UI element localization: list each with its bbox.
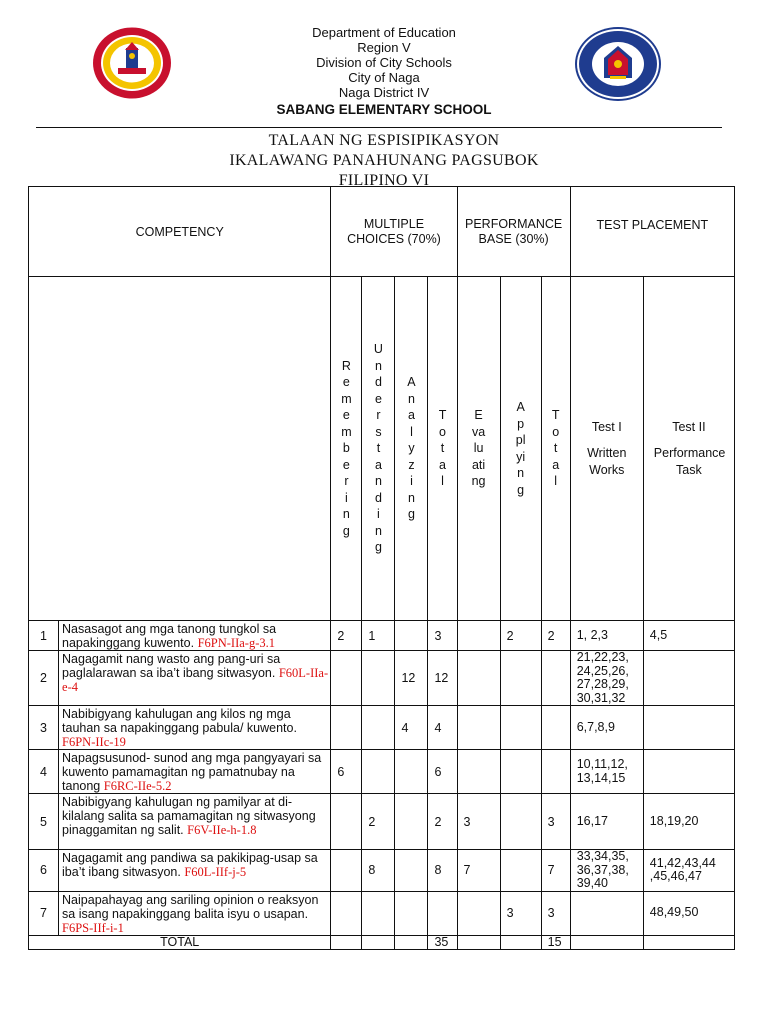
title-line-3: FILIPINO VI	[338, 172, 430, 189]
pb-header-line2: BASE (30%)	[478, 231, 549, 246]
total-pb-value: 3	[541, 891, 570, 935]
test1-items: 10,11,12, 13,14,15	[570, 750, 643, 794]
header-divider	[36, 127, 722, 128]
total-mc-value: 2	[428, 794, 457, 850]
competency-cell	[59, 706, 331, 750]
row-number: 5	[29, 794, 59, 850]
test1-items	[570, 891, 643, 935]
table-row	[29, 621, 735, 651]
total-label: TOTAL	[29, 935, 331, 949]
total-understanding	[362, 935, 395, 949]
title-line-2: IKALAWANG PANAHUNANG PAGSUBOK	[229, 152, 539, 169]
total-remembering	[331, 935, 362, 949]
pb-header-line1: PERFORMANCE	[465, 216, 563, 231]
total-mc-value: 35	[428, 935, 457, 949]
row-number: 6	[29, 850, 59, 892]
total-mc-value: 6	[428, 750, 457, 794]
competency-subheader-blank	[29, 277, 331, 621]
test2-items: 41,42,43,44 ,45,46,47	[643, 850, 734, 892]
remembering-value	[331, 891, 362, 935]
applying-value	[500, 706, 541, 750]
evaluating-value	[457, 891, 500, 935]
school-name: SABANG ELEMENTARY SCHOOL	[276, 102, 492, 117]
test1-items: 21,22,23, 24,25,26, 27,28,29, 30,31,32	[570, 651, 643, 706]
test2-items: 18,19,20	[643, 794, 734, 850]
competency-code: F6PN-IIc-19	[62, 735, 126, 749]
total-pb-value	[541, 706, 570, 750]
total-pb-header-label: T o t a l	[551, 408, 560, 489]
test2-title: Test II	[672, 419, 706, 434]
test1-title: Test I	[591, 419, 622, 434]
competency-text: Nabibigyang kahulugan ng pamilyar at di-kilalang salita sa pamamagitan ng sitwasyong pinaggamitan ng salit.	[62, 795, 316, 837]
competency-code: F6V-IIe-h-1.8	[187, 823, 257, 837]
evaluating-label: E va lu ati ng	[471, 408, 486, 489]
analyzing-value	[395, 850, 428, 892]
document-title	[0, 131, 768, 191]
header-line-city: City of Naga	[348, 70, 420, 85]
total-pb-value: 7	[541, 850, 570, 892]
competency-code: F60L-IIa-e-4	[62, 666, 329, 694]
test2-items: 4,5	[643, 621, 734, 651]
analyzing-value: 12	[395, 651, 428, 706]
row-number: 7	[29, 891, 59, 935]
test1-items: 16,17	[570, 794, 643, 850]
header-block	[0, 25, 768, 117]
remembering-header-label: R e m e m b e r i n g	[341, 358, 352, 538]
table-row	[29, 651, 735, 706]
row-number: 3	[29, 706, 59, 750]
multiple-choice-header	[331, 187, 457, 277]
total-test1	[570, 935, 643, 949]
evaluating-value: 7	[457, 850, 500, 892]
mc-header-line2: CHOICES (70%)	[347, 231, 441, 246]
total-mc-value: 4	[428, 706, 457, 750]
competency-text: Nagagamit nang wasto ang pang-uri sa paglalarawan sa iba’t ibang sitwasyon.	[62, 652, 281, 680]
evaluating-value	[457, 651, 500, 706]
specification-table	[28, 186, 735, 950]
total-pb-header	[541, 277, 570, 621]
applying-label: A p pl yi n g	[515, 400, 526, 497]
total-pb-value: 3	[541, 794, 570, 850]
competency-code: F6PN-IIa-g-3.1	[197, 636, 275, 650]
title-line-1: TALAAN NG ESPISIPIKASYON	[268, 132, 500, 149]
understanding-value	[362, 651, 395, 706]
total-mc-header-label: T o t a l	[438, 408, 447, 489]
total-mc-header	[428, 277, 457, 621]
competency-code: F60L-IIf-j-5	[184, 865, 247, 879]
test2-items: 48,49,50	[643, 891, 734, 935]
understanding-value: 1	[362, 621, 395, 651]
understanding-value: 2	[362, 794, 395, 850]
applying-value: 2	[500, 621, 541, 651]
remembering-header	[331, 277, 362, 621]
understanding-value: 8	[362, 850, 395, 892]
total-mc-value: 12	[428, 651, 457, 706]
test2-items	[643, 706, 734, 750]
analyzing-value	[395, 750, 428, 794]
header-line-division: Division of City Schools	[316, 55, 452, 70]
evaluating-value: 3	[457, 794, 500, 850]
competency-text: Nasasagot ang mga tanong tungkol sa napakinggang kuwento.	[62, 622, 277, 650]
competency-text: Napagsusunod- sunod ang mga pangyayari sa kuwento pamamagitan ng pamatnubay na tanong	[62, 751, 322, 793]
competency-text: Nabibigyang kahulugan ang kilos ng mga tauhan sa napakinggang pabula/ kuwento.	[62, 707, 297, 735]
row-number: 4	[29, 750, 59, 794]
header-line-department: Department of Education	[312, 25, 456, 40]
analyzing-header	[395, 277, 428, 621]
competency-header: COMPETENCY	[29, 187, 331, 277]
row-number: 1	[29, 621, 59, 651]
understanding-header	[362, 277, 395, 621]
competency-cell	[59, 794, 331, 850]
applying-header	[500, 277, 541, 621]
test1-items: 6,7,8,9	[570, 706, 643, 750]
competency-code: F6PS-IIf-i-1	[62, 920, 124, 935]
test2-items	[643, 651, 734, 706]
test2-header	[643, 277, 734, 621]
total-mc-value	[428, 891, 457, 935]
remembering-value: 6	[331, 750, 362, 794]
applying-value	[500, 794, 541, 850]
applying-value	[500, 850, 541, 892]
analyzing-value	[395, 891, 428, 935]
analyzing-value	[395, 621, 428, 651]
mc-header-line1: MULTIPLE	[363, 216, 425, 231]
total-analyzing	[395, 935, 428, 949]
test1-subtitle: Written Works	[587, 445, 627, 477]
test1-items: 1, 2,3	[570, 621, 643, 651]
test2-subtitle: Performance Task	[653, 445, 726, 477]
total-evaluating	[457, 935, 500, 949]
evaluating-value	[457, 706, 500, 750]
table-row	[29, 794, 735, 850]
header-line-region: Region V	[357, 40, 411, 55]
table-row	[29, 891, 735, 935]
evaluating-value	[457, 750, 500, 794]
applying-value	[500, 651, 541, 706]
remembering-value: 2	[331, 621, 362, 651]
table-row	[29, 850, 735, 892]
header-line-district: Naga District IV	[338, 85, 430, 100]
total-pb-value	[541, 651, 570, 706]
total-pb-value: 2	[541, 621, 570, 651]
understanding-value	[362, 891, 395, 935]
evaluating-header	[457, 277, 500, 621]
performance-base-header	[457, 187, 570, 277]
competency-text: Naipapahayag ang sariling opinion o reaksyon sa isang napakinggang balita isyu o usapan.	[62, 892, 319, 921]
remembering-value	[331, 850, 362, 892]
understanding-header-label: U n d e r s t a n d i n g	[373, 342, 383, 555]
test2-items	[643, 750, 734, 794]
evaluating-value	[457, 621, 500, 651]
understanding-value	[362, 750, 395, 794]
remembering-value	[331, 651, 362, 706]
analyzing-value: 4	[395, 706, 428, 750]
test-placement-header: TEST PLACEMENT	[570, 187, 734, 277]
competency-cell	[59, 850, 331, 892]
competency-cell	[59, 651, 331, 706]
total-pb-value: 15	[541, 935, 570, 949]
applying-value	[500, 750, 541, 794]
total-test2	[643, 935, 734, 949]
total-mc-value: 8	[428, 850, 457, 892]
analyzing-header-label: A n a l y z i n g	[407, 375, 416, 522]
total-applying	[500, 935, 541, 949]
row-number: 2	[29, 651, 59, 706]
competency-code: F6RC-IIe-5.2	[103, 779, 172, 793]
competency-cell	[59, 750, 331, 794]
competency-text: Nagagamit ang pandiwa sa pakikipag-usap sa iba’t ibang sitwasyon.	[62, 851, 318, 879]
table-row	[29, 750, 735, 794]
test1-items: 33,34,35, 36,37,38, 39,40	[570, 850, 643, 892]
remembering-value	[331, 706, 362, 750]
remembering-value	[331, 794, 362, 850]
understanding-value	[362, 706, 395, 750]
table-row	[29, 706, 735, 750]
total-mc-value: 3	[428, 621, 457, 651]
analyzing-value	[395, 794, 428, 850]
applying-value: 3	[500, 891, 541, 935]
test1-header	[570, 277, 643, 621]
competency-cell	[59, 621, 331, 651]
competency-cell	[59, 891, 331, 935]
total-pb-value	[541, 750, 570, 794]
